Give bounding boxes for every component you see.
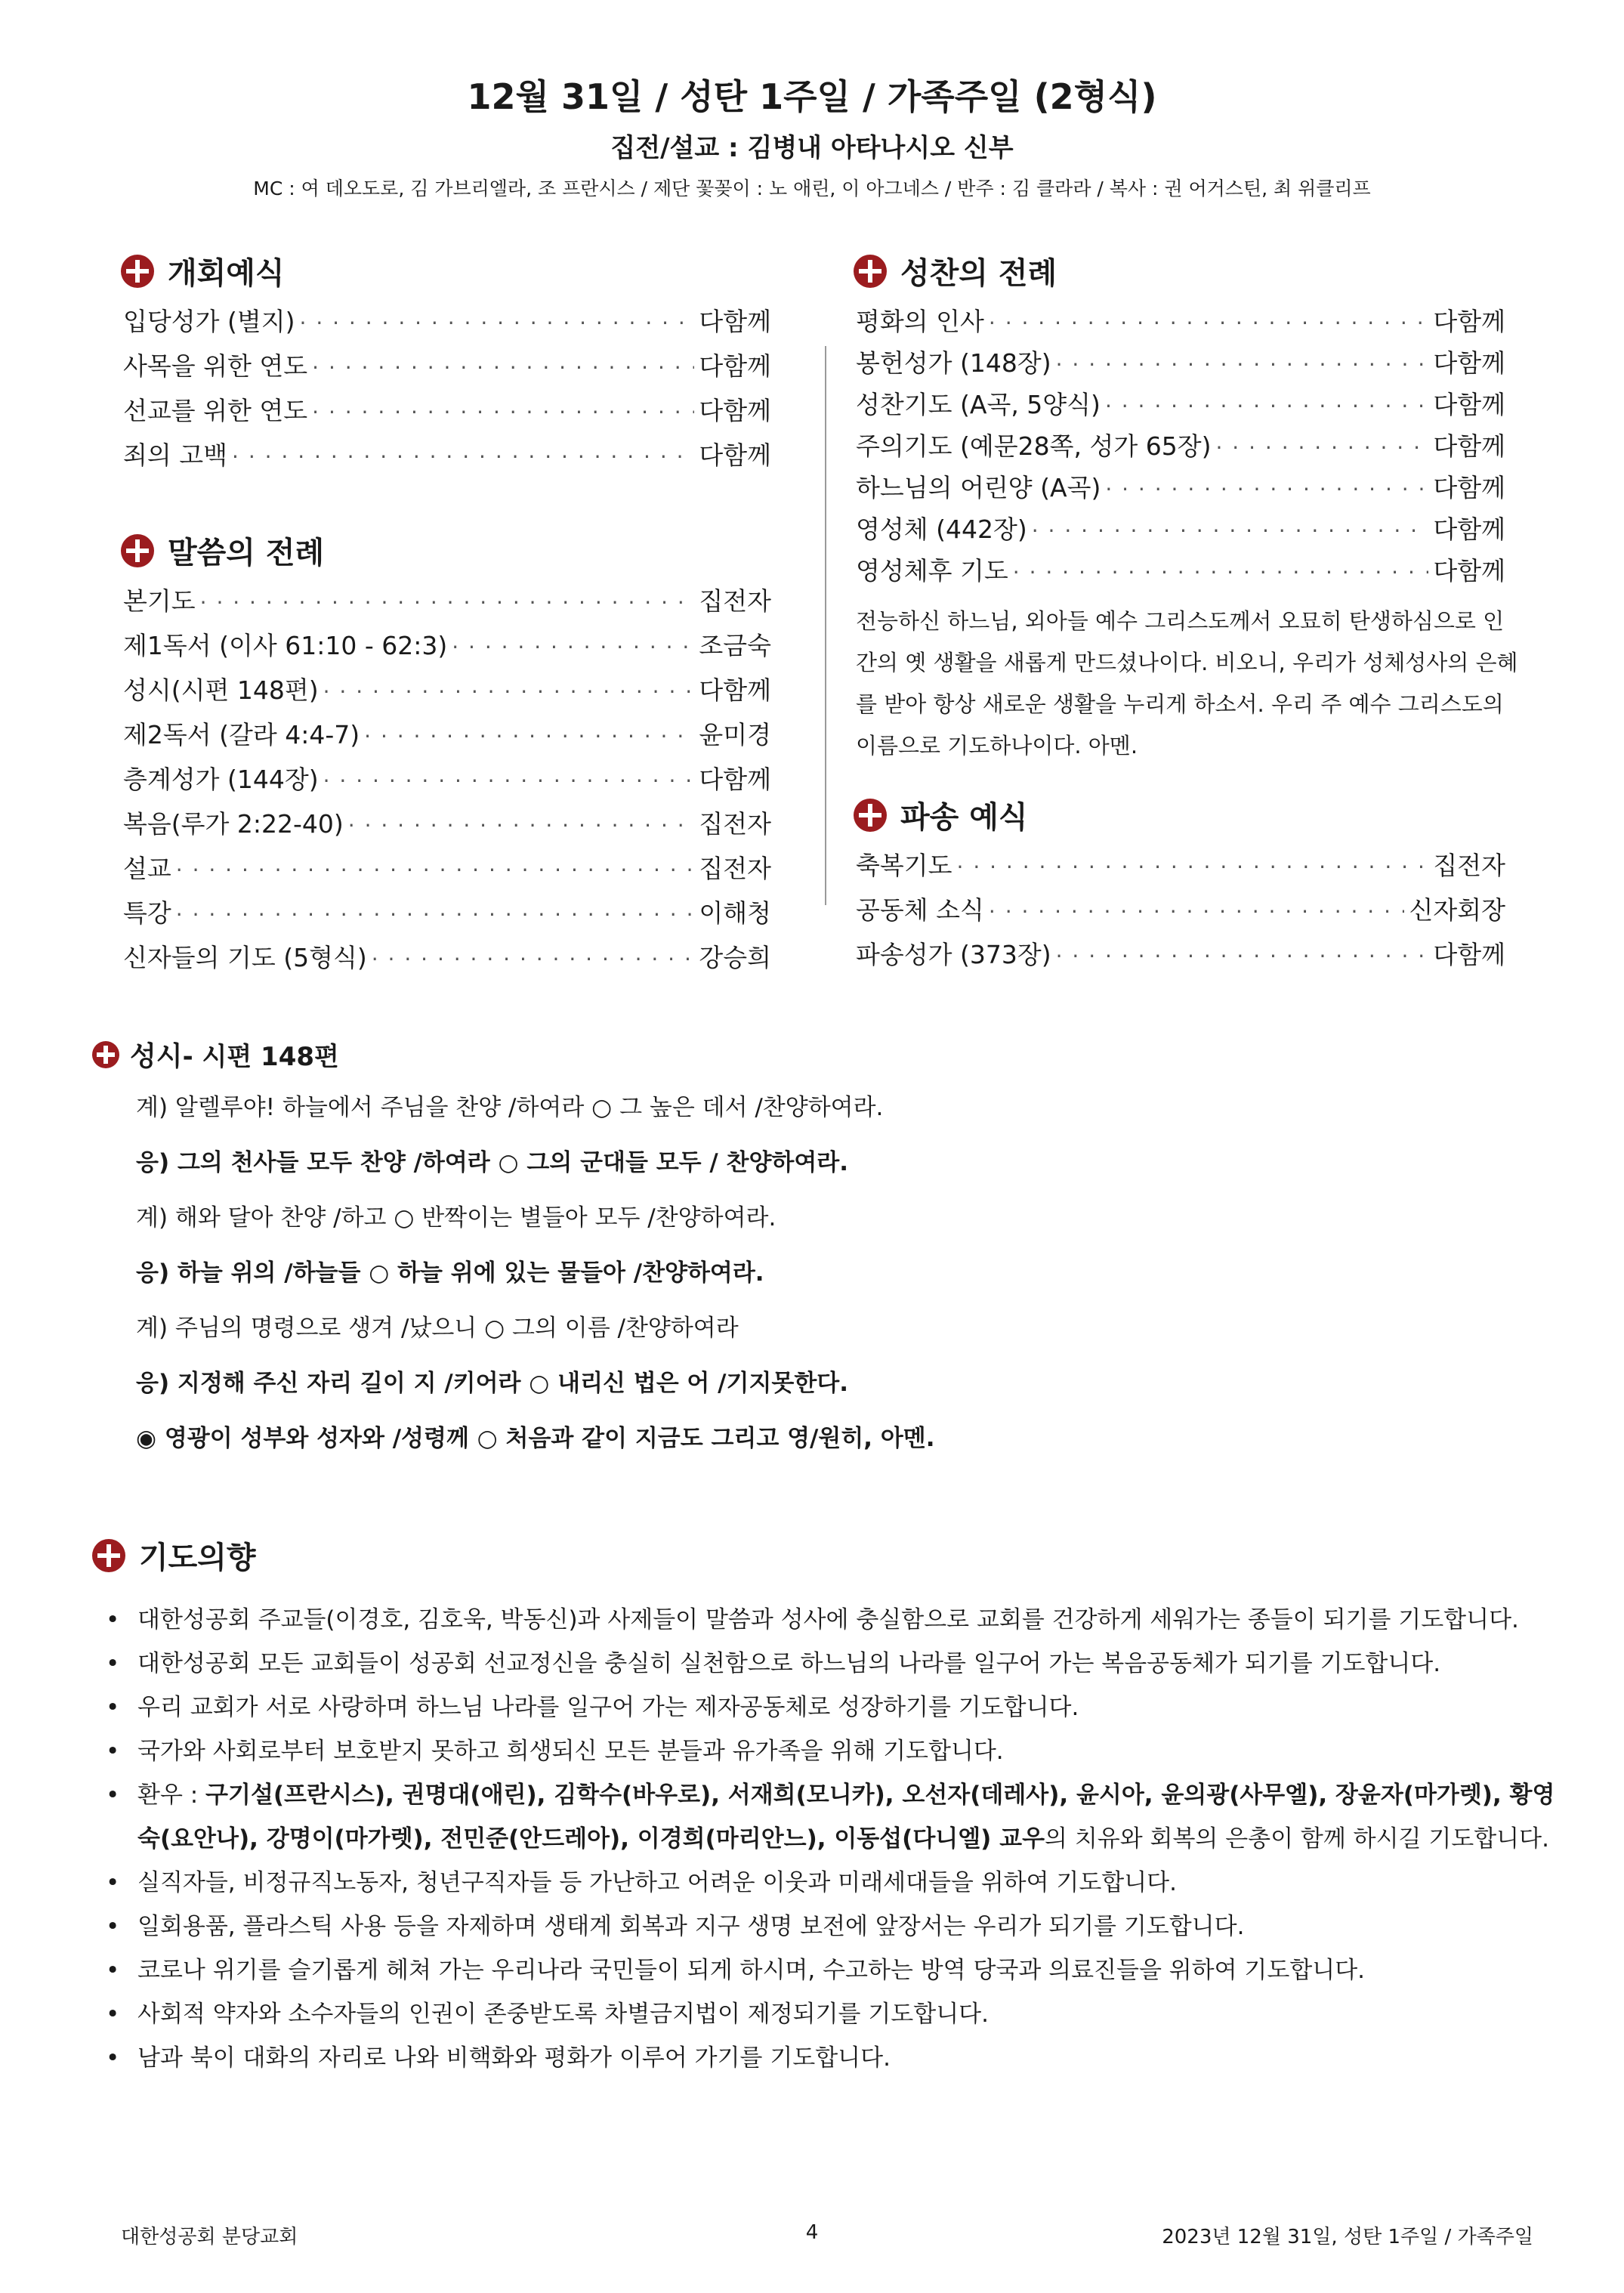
eucharist-section-heading bbox=[854, 249, 1057, 292]
order-row bbox=[856, 385, 1505, 427]
order-item: 본기도 bbox=[123, 586, 196, 616]
order-item: 봉헌성가 (148장) bbox=[856, 348, 1051, 378]
order-leader: 다함께 bbox=[699, 307, 771, 336]
order-row bbox=[856, 468, 1505, 510]
order-item: 설교 bbox=[123, 854, 171, 883]
list-item: • 대한성공회 모든 교회들이 성공회 선교정신을 충실히 실천함으로 하느님의 나라를 일구어 가는 복음공동체가 되기를 기도합니다. bbox=[106, 1642, 1556, 1686]
order-leader: 집전자 bbox=[1433, 851, 1505, 880]
psalm-title: 성시 bbox=[130, 1041, 183, 1072]
order-item: 주의기도 (예문28쪽, 성가 65장) bbox=[856, 431, 1212, 461]
page-title: 12월 31일 / 성탄 1주일 / 가족주일 (2형식) bbox=[467, 76, 1157, 117]
order-item: 복음(루가 2:22-40) bbox=[123, 809, 344, 839]
order-leader: 집전자 bbox=[699, 809, 771, 839]
post-communion-prayer: 전능하신 하느님, 외아들 예수 그리스도께서 오묘히 탄생하심으로 인간의 옛 생활을 새롭게 만드셨나이다. 비오니, 우리가 성체성사의 은혜를 받아 항상 새로운 생활을 누리게 하소서. 우리 주 예수 그리스도의 이름으로 기도하나이다. 아멘. bbox=[856, 608, 1518, 759]
order-item: 하느님의 어린양 (A곡) bbox=[856, 473, 1101, 502]
cross-icon bbox=[854, 799, 887, 832]
order-leader: 조금숙 bbox=[699, 631, 771, 660]
order-row bbox=[856, 552, 1505, 593]
order-row bbox=[856, 891, 1505, 935]
order-leader: 다함께 bbox=[1433, 515, 1505, 544]
order-row bbox=[123, 436, 771, 481]
order-row bbox=[123, 671, 771, 715]
word-section-heading bbox=[121, 529, 324, 572]
order-leader: 다함께 bbox=[699, 765, 771, 794]
cross-icon bbox=[854, 255, 887, 288]
order-leader: 다함께 bbox=[699, 351, 771, 381]
dismissal-section-heading bbox=[854, 793, 1028, 836]
list-item: • 코로나 위기를 슬기롭게 헤쳐 가는 우리나라 국민들이 되게 하시며, 수고하는 방역 당국과 의료진들을 위하여 기도합니다. bbox=[106, 1948, 1556, 1992]
order-leader: 윤미경 bbox=[699, 720, 771, 749]
order-leader: 다함께 bbox=[699, 675, 771, 705]
order-item: 층계성가 (144장) bbox=[123, 765, 319, 794]
word-order bbox=[123, 582, 771, 983]
order-leader: 다함께 bbox=[1433, 307, 1505, 336]
order-row bbox=[123, 894, 771, 938]
order-row bbox=[856, 344, 1505, 385]
eucharist-title: 성찬의 전례 bbox=[900, 256, 1057, 291]
order-row bbox=[123, 805, 771, 849]
opening-order bbox=[123, 302, 771, 481]
order-item: 축복기도 bbox=[856, 851, 952, 880]
order-item: 선교를 위한 연도 bbox=[123, 396, 308, 425]
order-leader: 다함께 bbox=[1433, 556, 1505, 586]
order-item: 특강 bbox=[123, 898, 171, 928]
list-item-sick bbox=[106, 1773, 1556, 1861]
order-row bbox=[856, 427, 1505, 468]
opening-section-heading bbox=[121, 249, 285, 292]
intentions-heading bbox=[92, 1534, 256, 1577]
order-item: 파송성가 (373장) bbox=[856, 940, 1051, 969]
psalm-line: 계) 주님의 명령으로 생겨 /났으니 ○ 그의 이름 /찬양하여라 bbox=[136, 1315, 739, 1342]
order-item: 신자들의 기도 (5형식) bbox=[123, 943, 367, 972]
order-item: 공동체 소식 bbox=[856, 895, 984, 925]
opening-title: 개회예식 bbox=[168, 256, 285, 291]
psalm-subtitle: - 시편 148편 bbox=[182, 1042, 339, 1072]
order-item: 제1독서 (이사 61:10 - 62:3) bbox=[123, 631, 448, 660]
cross-icon bbox=[121, 255, 154, 288]
order-row bbox=[856, 935, 1505, 980]
order-leader: 신자회장 bbox=[1409, 895, 1505, 925]
list-item: • 일회용품, 플라스틱 사용 등을 자제하며 생태계 회복과 지구 생명 보전에 앞장서는 우리가 되기를 기도합니다. bbox=[106, 1905, 1556, 1948]
order-row bbox=[123, 760, 771, 805]
order-leader: 다함께 bbox=[1433, 348, 1505, 378]
order-row bbox=[856, 510, 1505, 552]
cross-icon bbox=[121, 534, 154, 567]
psalm-line: 응) 그의 천사들 모두 찬양 /하여라 ○ 그의 군대들 모두 / 찬양하여라. bbox=[136, 1149, 849, 1176]
list-item: • 남과 북이 대화의 자리로 나와 비핵화와 평화가 이루어 가기를 기도합니다. bbox=[106, 2036, 1556, 2080]
order-item: 사목을 위한 연도 bbox=[123, 351, 308, 381]
order-row bbox=[123, 849, 771, 894]
order-leader: 다함께 bbox=[1433, 473, 1505, 502]
cross-icon bbox=[92, 1041, 119, 1068]
order-row bbox=[123, 302, 771, 347]
order-leader: 강승희 bbox=[699, 943, 771, 972]
psalm-line: ◉ 영광이 성부와 성자와 /성령께 ○ 처음과 같이 지금도 그리고 영/원히, 아멘. bbox=[136, 1425, 935, 1452]
order-leader: 집전자 bbox=[699, 586, 771, 616]
psalm-line: 응) 지정해 주신 자리 길이 지 /키어라 ○ 내리신 법은 어 /기지못한다. bbox=[136, 1370, 849, 1397]
order-leader: 다함께 bbox=[1433, 390, 1505, 419]
order-leader: 다함께 bbox=[699, 396, 771, 425]
order-row bbox=[123, 582, 771, 626]
word-title: 말씀의 전례 bbox=[168, 536, 325, 570]
psalm-line: 계) 해와 달아 찬양 /하고 ○ 반짝이는 별들아 모두 /찬양하여라. bbox=[136, 1204, 776, 1231]
sick-label: 환우 : bbox=[137, 1782, 206, 1809]
cross-icon bbox=[92, 1539, 125, 1572]
order-row bbox=[123, 391, 771, 436]
column-divider bbox=[825, 346, 826, 905]
order-item: 성찬기도 (A곡, 5양식) bbox=[856, 390, 1101, 419]
order-row bbox=[856, 302, 1505, 344]
eucharist-order bbox=[856, 302, 1505, 593]
dismissal-title: 파송 예식 bbox=[900, 800, 1028, 835]
sick-names: 구기설(프란시스), 권명대(애린), 김학수(바우로), 서재희(모니카), 오선자(데레사), 윤시아, 윤의광(사무엘), 장윤자(마가렛), 황영숙(요안나), 강명이(마가렛), 전민준(안드레아), 이경희(마리안느), 이동섭(다니엘) 교우 bbox=[137, 1782, 1555, 1853]
order-item: 영성체후 기도 bbox=[856, 556, 1008, 586]
order-row bbox=[123, 347, 771, 391]
preacher-line: 집전/설교 : 김병내 아타나시오 신부 bbox=[610, 133, 1014, 163]
order-item: 제2독서 (갈라 4:4-7) bbox=[123, 720, 360, 749]
order-leader: 다함께 bbox=[699, 440, 771, 470]
intentions-list bbox=[106, 1598, 1556, 2080]
psalm-line: 계) 알렐루야! 하늘에서 주님을 찬양 /하여라 ○ 그 높은 데서 /찬양하여라. bbox=[136, 1094, 884, 1121]
order-leader: 집전자 bbox=[699, 854, 771, 883]
psalm-text bbox=[136, 1080, 935, 1466]
order-item: 입당성가 (별지) bbox=[123, 307, 295, 336]
sick-suffix: 의 치유와 회복의 은총이 함께 하시길 기도합니다. bbox=[1045, 1825, 1549, 1853]
psalm-heading bbox=[92, 1035, 339, 1074]
list-item: • 국가와 사회로부터 보호받지 못하고 희생되신 모든 분들과 유가족을 위해 기도합니다. bbox=[106, 1729, 1556, 1773]
order-leader: 이해청 bbox=[699, 898, 771, 928]
order-item: 죄의 고백 bbox=[123, 440, 228, 470]
list-item: • 우리 교회가 서로 사랑하며 하느님 나라를 일구어 가는 제자공동체로 성장하기를 기도합니다. bbox=[106, 1686, 1556, 1729]
order-leader: 다함께 bbox=[1433, 940, 1505, 969]
order-row bbox=[123, 626, 771, 671]
order-row bbox=[123, 938, 771, 983]
order-item: 성시(시편 148편) bbox=[123, 675, 319, 705]
intentions-title: 기도의향 bbox=[139, 1541, 256, 1575]
page-number: 4 bbox=[805, 2221, 819, 2244]
order-leader: 다함께 bbox=[1433, 431, 1505, 461]
list-item: • 대한성공회 주교들(이경호, 김호욱, 박동신)과 사제들이 말씀과 성사에 충실함으로 교회를 건강하게 세워가는 종들이 되기를 기도합니다. bbox=[106, 1598, 1556, 1642]
ministers-line: MC : 여 데오도로, 김 가브리엘라, 조 프란시스 / 제단 꽃꽂이 : 노 애린, 이 아그네스 / 반주 : 김 클라라 / 복사 : 권 어거스틴, 최 위클리프 bbox=[253, 178, 1371, 199]
footer-date: 2023년 12월 31일, 성탄 1주일 / 가족주일 bbox=[1162, 2226, 1533, 2248]
order-row bbox=[123, 715, 771, 760]
order-item: 영성체 (442장) bbox=[856, 515, 1027, 544]
order-item: 평화의 인사 bbox=[856, 307, 984, 336]
list-item: • 실직자들, 비정규직노동자, 청년구직자들 등 가난하고 어려운 이웃과 미래세대들을 위하여 기도합니다. bbox=[106, 1861, 1556, 1905]
list-item: • 사회적 약자와 소수자들의 인권이 존중받도록 차별금지법이 제정되기를 기도합니다. bbox=[106, 1992, 1556, 2036]
dismissal-order bbox=[856, 846, 1505, 980]
footer-church: 대한성공회 분당교회 bbox=[121, 2226, 298, 2248]
psalm-line: 응) 하늘 위의 /하늘들 ○ 하늘 위에 있는 물들아 /찬양하여라. bbox=[136, 1259, 764, 1287]
order-row bbox=[856, 846, 1505, 891]
